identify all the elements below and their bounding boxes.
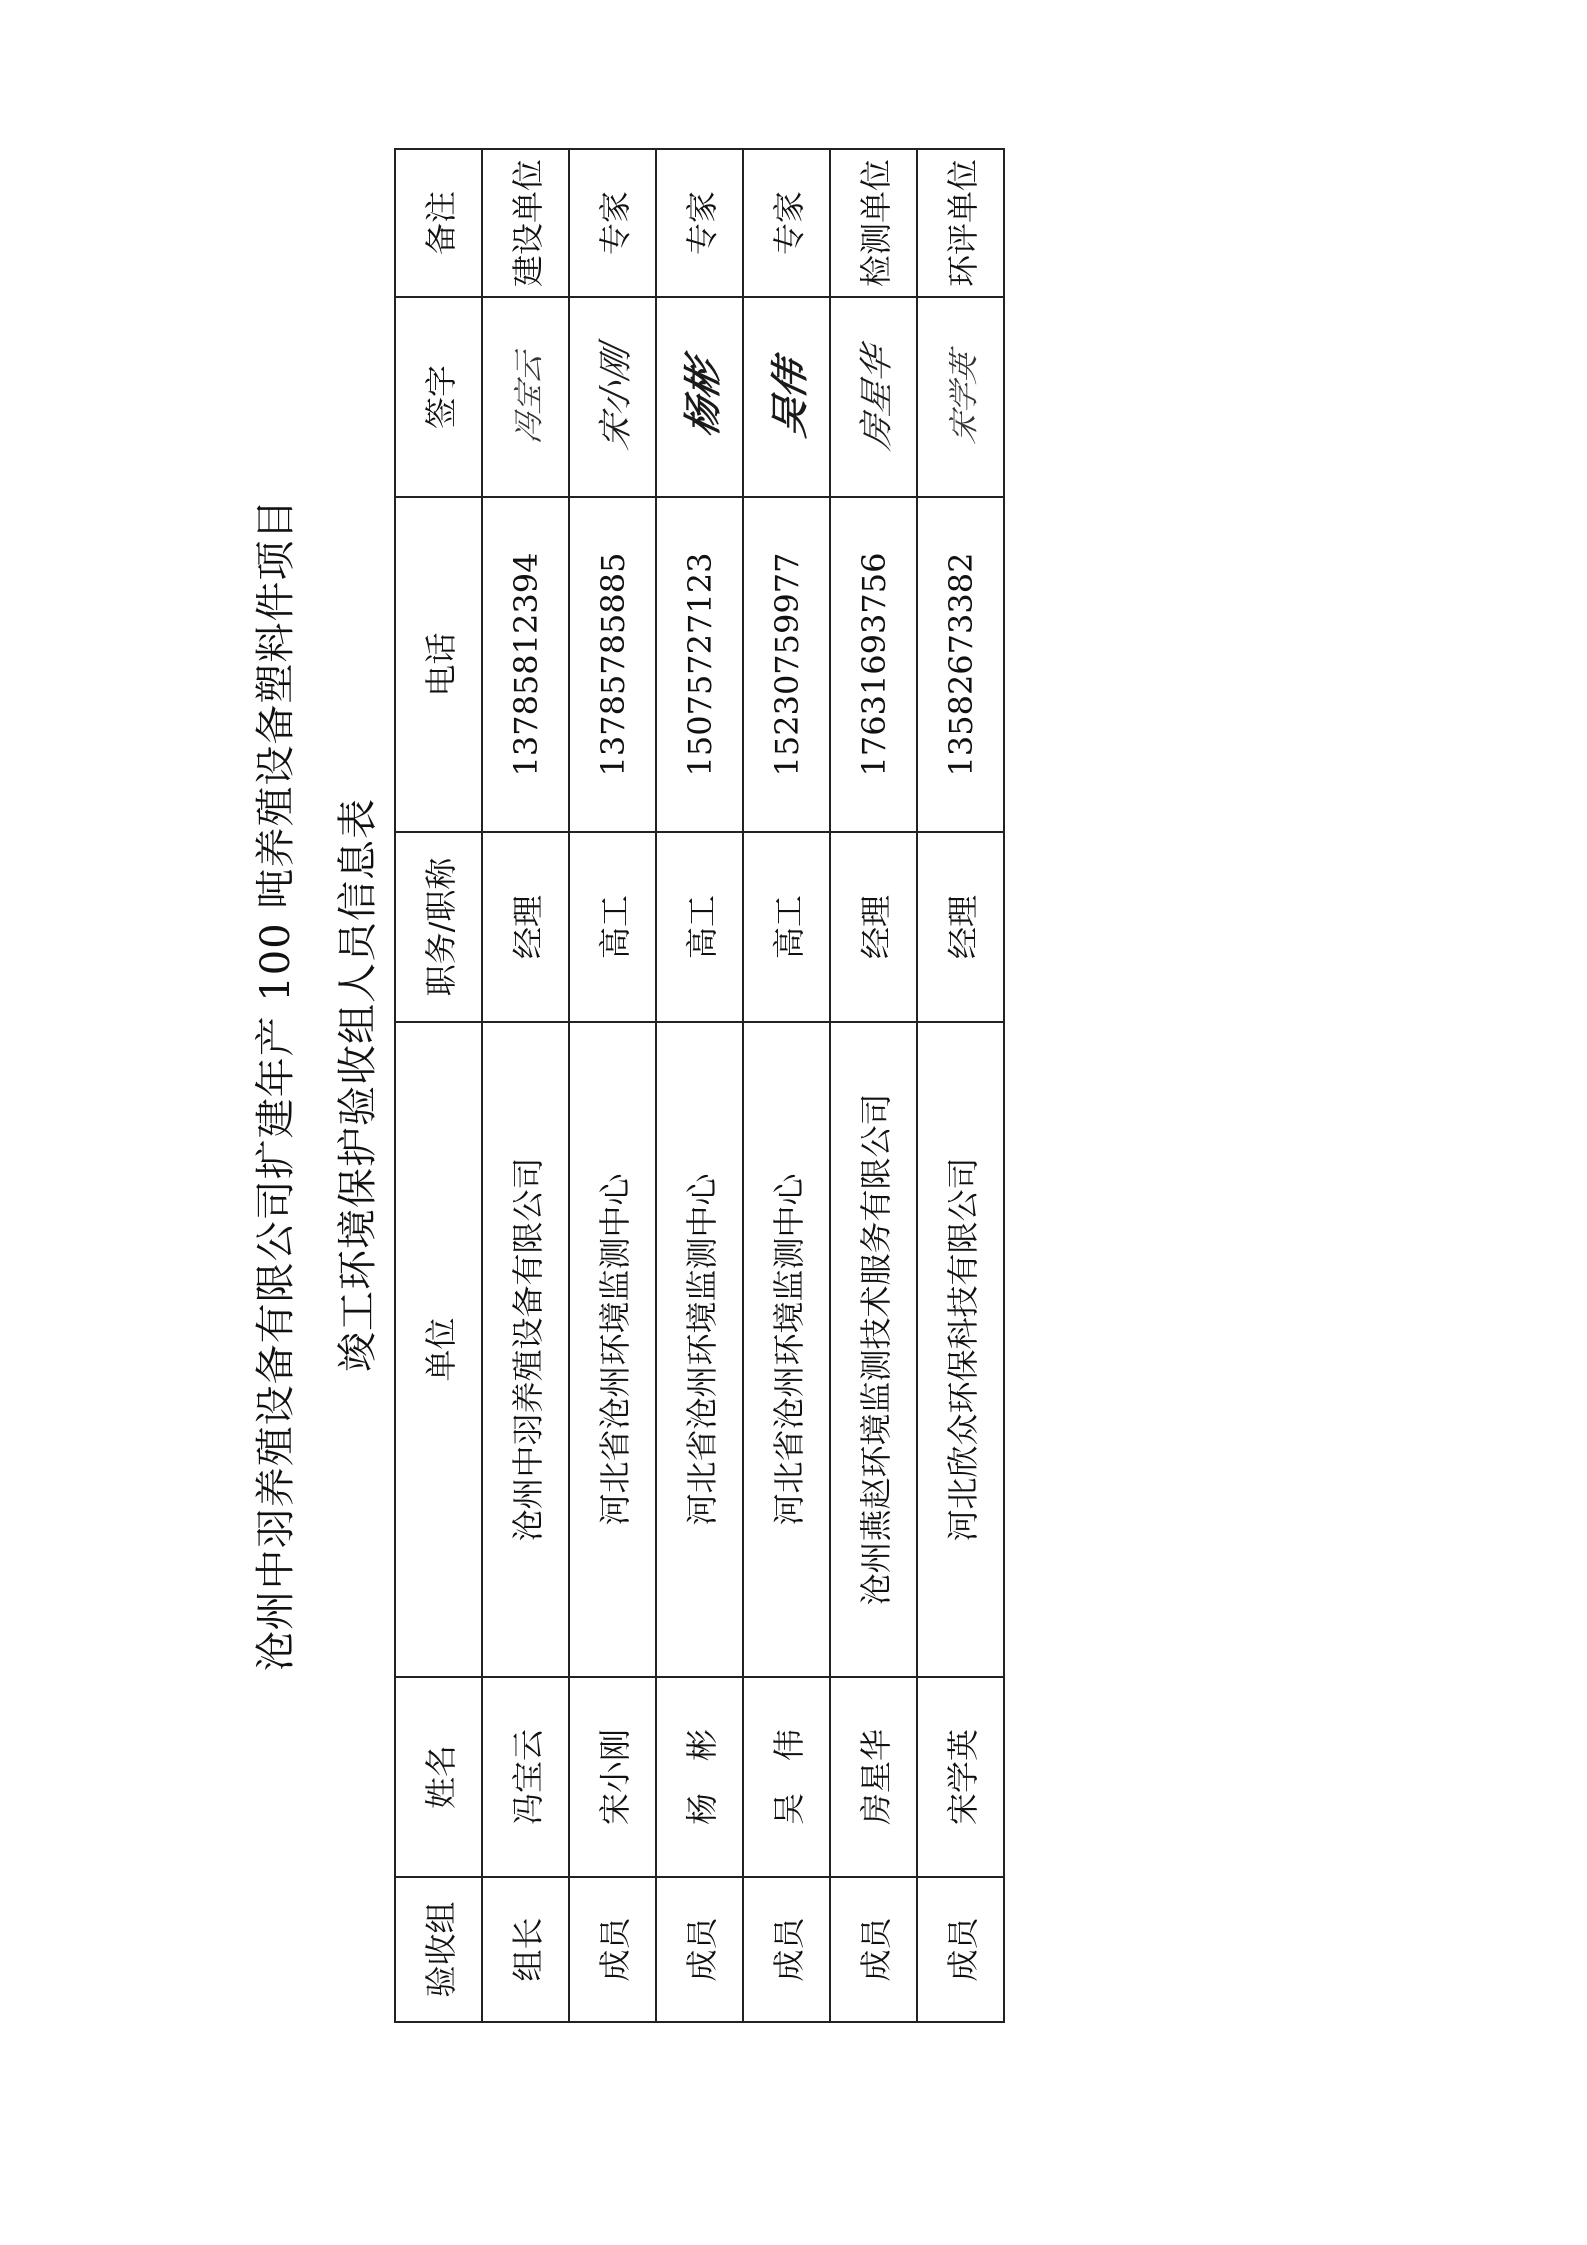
cell-phone: 17631693756 bbox=[830, 497, 917, 832]
handwritten-signature: 冯宝云 bbox=[511, 349, 547, 447]
cell-position: 经理 bbox=[917, 832, 1004, 1022]
cell-signature bbox=[482, 297, 569, 497]
cell-unit: 河北欣众环保科技有限公司 bbox=[917, 1022, 1004, 1677]
cell-signature bbox=[656, 297, 743, 497]
cell-signature bbox=[830, 297, 917, 497]
cell-name: 房星华 bbox=[830, 1677, 917, 1877]
cell-signature bbox=[917, 297, 1004, 497]
cell-group: 成员 bbox=[656, 1877, 743, 2022]
header-signature: 签字 bbox=[395, 297, 482, 497]
cell-name: 杨 彬 bbox=[656, 1677, 743, 1877]
table-row bbox=[830, 149, 917, 2022]
cell-remark: 专家 bbox=[656, 149, 743, 297]
cell-phone: 15075727123 bbox=[656, 497, 743, 832]
cell-unit: 河北省沧州环境监测中心 bbox=[656, 1022, 743, 1677]
header-phone: 电话 bbox=[395, 497, 482, 832]
document-subtitle: 竣工环境保护验收组人员信息表 bbox=[335, 798, 381, 1372]
header-group: 验收组 bbox=[395, 1877, 482, 2022]
rotated-document bbox=[222, 130, 1002, 2040]
table-row bbox=[569, 149, 656, 2022]
cell-remark: 专家 bbox=[743, 149, 830, 297]
cell-name: 宋小刚 bbox=[569, 1677, 656, 1877]
table-row bbox=[656, 149, 743, 2022]
cell-phone: 13785785885 bbox=[569, 497, 656, 832]
cell-unit: 河北省沧州环境监测中心 bbox=[569, 1022, 656, 1677]
cell-unit: 沧州中羽养殖设备有限公司 bbox=[482, 1022, 569, 1677]
header-remark: 备注 bbox=[395, 149, 482, 297]
cell-remark: 专家 bbox=[569, 149, 656, 297]
cell-remark: 环评单位 bbox=[917, 149, 1004, 297]
cell-phone: 13582673382 bbox=[917, 497, 1004, 832]
header-unit: 单位 bbox=[395, 1022, 482, 1677]
cell-phone: 13785812394 bbox=[482, 497, 569, 832]
handwritten-signature: 杨彬 bbox=[680, 354, 725, 441]
cell-unit: 河北省沧州环境监测中心 bbox=[743, 1022, 830, 1677]
handwritten-signature: 房星华 bbox=[857, 342, 897, 453]
header-position: 职务/职称 bbox=[395, 832, 482, 1022]
cell-phone: 15230759977 bbox=[743, 497, 830, 832]
cell-position: 高工 bbox=[656, 832, 743, 1022]
handwritten-signature: 吴伟 bbox=[767, 354, 812, 441]
cell-unit: 沧州燕赵环境监测技术服务有限公司 bbox=[830, 1022, 917, 1677]
cell-group: 成员 bbox=[830, 1877, 917, 2022]
cell-position: 高工 bbox=[569, 832, 656, 1022]
document-title: 沧州中羽养殖设备有限公司扩建年产 100 吨养殖设备塑料件项目 bbox=[253, 498, 299, 1672]
cell-group: 组长 bbox=[482, 1877, 569, 2022]
header-name: 姓名 bbox=[395, 1677, 482, 1877]
cell-remark: 检测单位 bbox=[830, 149, 917, 297]
cell-remark: 建设单位 bbox=[482, 149, 569, 297]
cell-position: 经理 bbox=[830, 832, 917, 1022]
table-row bbox=[743, 149, 830, 2022]
cell-name: 冯宝云 bbox=[482, 1677, 569, 1877]
cell-group: 成员 bbox=[917, 1877, 1004, 2022]
cell-signature bbox=[743, 297, 830, 497]
table-row bbox=[917, 149, 1004, 2022]
personnel-table bbox=[394, 148, 1005, 2023]
table-row bbox=[482, 149, 569, 2022]
cell-name: 吴 伟 bbox=[743, 1677, 830, 1877]
cell-name: 宋学英 bbox=[917, 1677, 1004, 1877]
cell-signature bbox=[569, 297, 656, 497]
cell-position: 高工 bbox=[743, 832, 830, 1022]
handwritten-signature: 宋小刚 bbox=[596, 342, 636, 453]
handwritten-signature: 宋学英 bbox=[946, 349, 982, 447]
cell-position: 经理 bbox=[482, 832, 569, 1022]
cell-group: 成员 bbox=[743, 1877, 830, 2022]
table-header-row bbox=[395, 149, 482, 2022]
cell-group: 成员 bbox=[569, 1877, 656, 2022]
